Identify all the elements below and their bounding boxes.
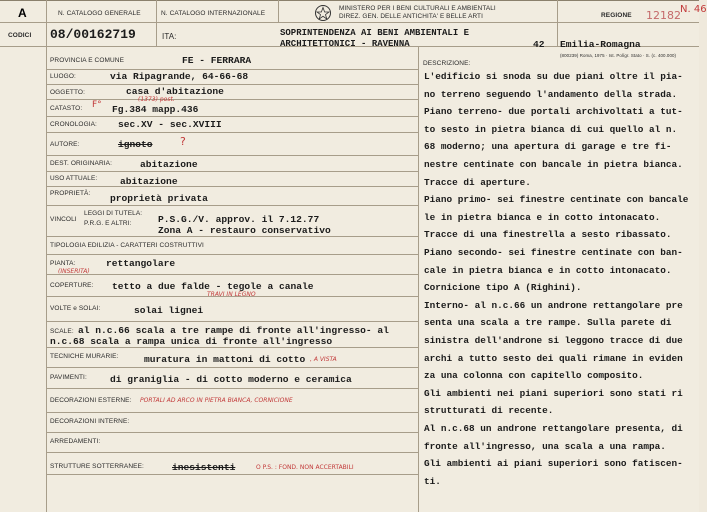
coperture-value: tetto a due falde - tegole a canale (112, 281, 314, 292)
luogo-label: LUOGO: (50, 73, 76, 80)
descrizione-line: 68 moderno; una apertura di garage e tre fi- (424, 141, 672, 153)
left-margin-line (46, 46, 47, 512)
prg-label: P.R.G. E ALTRI: (84, 220, 132, 227)
row-line (46, 186, 418, 187)
republic-emblem-icon (312, 4, 334, 22)
corner-note: N. 46 (680, 4, 707, 15)
descrizione-line: senta una scala a tre rampe. Sulla parete di (424, 317, 672, 329)
pianta-label: PIANTA: (50, 260, 76, 267)
catasto-note: (1373) post. (138, 96, 175, 103)
descrizione-line: ti. (424, 475, 441, 487)
pavimenti-value: di graniglia - di cotto moderno e ceramica (110, 374, 352, 385)
provincia-label: PROVINCIA E COMUNE (50, 57, 125, 64)
vincoli-label: VINCOLI (50, 216, 77, 223)
descrizione-line: Piano secondo- sei finestre centinate con ban- (424, 247, 683, 258)
regione-label: REGIONE (601, 12, 632, 19)
strutture-label: STRUTTURE SOTTERRANEE: (50, 463, 144, 470)
catalogo-generale-label: N. CATALOGO GENERALE (58, 10, 141, 17)
row-line (46, 254, 418, 255)
luogo-value: via Ripagrande, 64-66-68 (110, 71, 249, 82)
proprieta-value: proprietà privata (110, 193, 208, 204)
header-vdivider-2 (156, 0, 157, 46)
descrizione-line: Cornicione tipo A (Righini). (424, 282, 582, 294)
proprieta-label: PROPRIETÀ: (50, 190, 91, 197)
volte-value: solai lignei (134, 305, 204, 316)
dec-interne-label: DECORAZIONI INTERNE: (50, 418, 130, 425)
scale-value-1: al n.c.66 scala a tre rampe di fronte all'ingresso- al (78, 325, 389, 336)
row-line (46, 155, 418, 156)
header-vdivider-4 (557, 0, 558, 46)
uso-value: abitazione (120, 176, 178, 187)
regione-value: Emilia-Romagna (560, 39, 641, 50)
row-line (46, 205, 418, 206)
catalogo-generale-value: 08/00162719 (50, 27, 136, 42)
row-line (46, 99, 418, 100)
autore-label: AUTORE: (50, 141, 80, 148)
row-line (46, 132, 418, 133)
cronologia-label: CRONOLOGIA: (50, 121, 97, 128)
coperture-label: COPERTURE: (50, 282, 94, 289)
tecniche-value: muratura in mattoni di cotto (144, 354, 306, 365)
header-divider-1 (0, 22, 699, 23)
descrizione-line: no terreno seguendo l'andamento della strada. (424, 88, 678, 100)
coperture-note: TRAVI IN LEGNO (207, 291, 256, 298)
catasto-label: CATASTO: (50, 105, 83, 112)
descrizione-line: Tracce di una finestrella a sesto ribassato. (424, 229, 672, 241)
catalogo-internazionale-label: N. CATALOGO INTERNAZIONALE (161, 10, 266, 17)
leggi-label: LEGGI DI TUTELA: (84, 210, 143, 217)
descrizione-line: Piano primo- sei finestre centinate con bancale (424, 194, 689, 206)
autore-mark: ? (180, 135, 186, 148)
pianta-value: rettangolare (106, 258, 176, 269)
dec-esterne-value: PORTALI AD ARCO IN PIETRA BIANCA, CORNICIONE (140, 397, 293, 404)
oggetto-label: OGGETTO: (50, 89, 85, 96)
row-line (46, 274, 418, 275)
volte-label: VOLTE e SOLAI: (50, 305, 101, 312)
header-vdivider-3 (278, 0, 279, 22)
row-line (46, 388, 418, 389)
descrizione-line: Interno- al n.c.66 un androne rettangolare pre (424, 299, 683, 311)
header-number: 42 (533, 39, 545, 50)
catasto-prefix: F° (92, 100, 102, 110)
stamp-number: 12182 (646, 9, 681, 22)
descrizione-line: archi a tutto sesto dei quali rimane in eviden (424, 352, 683, 364)
row-line (46, 84, 418, 85)
provincia-value: FE - FERRARA (182, 55, 252, 66)
ministry-line-2: DIREZ. GEN. DELLE ANTICHITA' E BELLE ARTI (339, 13, 483, 20)
codici-label: CODICI (8, 32, 32, 39)
descrizione-label: DESCRIZIONE: (423, 60, 471, 67)
descrizione-line: Gli ambienti nei piani superiori sono stati ri (424, 387, 683, 399)
descrizione-line: Al n.c.68 un androne rettangolare presenta, di (424, 423, 683, 434)
scale-value-2: n.c.68 scala a rampa unica di fronte all'ingresso (50, 336, 333, 347)
section-letter: A (18, 6, 27, 20)
dec-esterne-label: DECORAZIONI ESTERNE: (50, 397, 132, 404)
descrizione-line: Tracce di aperture. (424, 176, 531, 188)
strutture-note: O P.S. : FOND. NON ACCERTABILI (256, 464, 354, 471)
header-vdivider-1 (46, 0, 47, 46)
uso-label: USO ATTUALE: (50, 175, 98, 182)
vincoli-value-2: Zona A - restauro conservativo (158, 225, 331, 236)
oggetto-value: casa d'abitazione (126, 86, 224, 97)
card-top-edge (0, 0, 699, 1)
row-line (46, 412, 418, 413)
descrizione-line: strutturati di recente. (424, 405, 554, 417)
print-note: (800239) Roma, 1975 · Ist. Polígr. Stato · S. (c. 400.000) (560, 53, 677, 58)
soprintendenza-line-1: SOPRINTENDENZA AI BENI AMBIENTALI E (280, 28, 470, 38)
cronologia-value: sec.XV - sec.XVIII (118, 119, 222, 130)
row-line (46, 321, 418, 322)
pavimenti-label: PAVIMENTI: (50, 374, 87, 381)
autore-value: ignoto (118, 139, 153, 150)
arredamenti-label: ARREDAMENTI: (50, 438, 101, 445)
pianta-note: (INSERITA) (58, 268, 90, 275)
row-line (46, 116, 418, 117)
row-line (46, 432, 418, 433)
row-line (46, 347, 418, 348)
vincoli-value-1: P.S.G./V. approv. il 7.12.77 (158, 214, 320, 225)
ita-label: ITA: (162, 32, 177, 41)
tipologia-label: TIPOLOGIA EDILIZIA - CARATTERI COSTRUTTIVI (50, 242, 204, 249)
column-divider (418, 46, 419, 512)
descrizione-line: le in pietra bianca e in cotto intonacato. (424, 211, 661, 223)
descrizione-line: cale in pietra bianca e in cotto intonacato. (424, 264, 672, 276)
scale-label: SCALE: (50, 328, 74, 335)
tecniche-note: , A VISTA (310, 356, 337, 363)
descrizione-line: Piano terreno- due portali archivoltati a tut- (424, 106, 683, 118)
row-line (46, 236, 418, 237)
descrizione-line: za una colonna con capitello composito. (424, 370, 644, 382)
catasto-value: Fg.384 mapp.436 (112, 104, 199, 115)
ministry-line-1: MINISTERO PER I BENI CULTURALI E AMBIENTALI (339, 5, 496, 12)
row-line (46, 171, 418, 172)
soprintendenza-line-2: ARCHITETTONICI - RAVENNA (280, 39, 410, 49)
descrizione-line: L'edificio si snoda su due piani oltre il pia- (424, 71, 683, 82)
dest-label: DEST. ORIGINARIA: (50, 160, 113, 167)
strutture-value: inesistenti (172, 462, 236, 473)
row-line (46, 474, 418, 475)
descrizione-line: sinistra dell'androne si leggono tracce di due (424, 335, 683, 346)
descrizione-line: Gli ambienti ai piani superiori sono fatiscen- (424, 458, 683, 470)
descrizione-line: nestre centinate con bancale in pietra bianca. (424, 159, 683, 170)
tecniche-label: TECNICHE MURARIE: (50, 353, 119, 360)
descrizione-line: to sesto in pietra bianca di cui quello al n. (424, 123, 678, 135)
row-line (46, 69, 418, 70)
row-line (46, 367, 418, 368)
row-line (46, 452, 418, 453)
descrizione-line: fronte all'ingresso, una scala a una rampa. (424, 440, 666, 452)
dest-value: abitazione (140, 159, 198, 170)
